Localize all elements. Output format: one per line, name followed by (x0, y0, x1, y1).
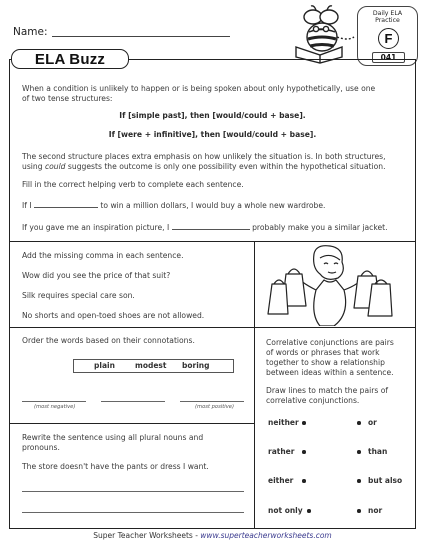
footer-link[interactable]: www.superteacherworksheets.com (200, 531, 332, 540)
emphasis-text: The second structure places extra emphasis on how unlikely the situation is. In both structures, using could suggests the outcome is only one possibility even within the hypothetical situation. (22, 152, 386, 171)
intro-text: When a condition is unlikely to happen or is being spoken about only hypothetically, use one of two tense structures: (22, 84, 376, 103)
footer: Super Teacher Worksheets - www.superteacherworksheets.com (93, 531, 332, 540)
answer-line-3[interactable] (180, 401, 244, 402)
left-word-either: either (268, 476, 294, 485)
structure-2: If [were + infinitive], then [would/could + base]. (108, 130, 317, 139)
right-word-than: than (368, 447, 388, 456)
connotation-instruction: Order the words based on their connotations. (22, 336, 195, 345)
word-modest: modest (135, 361, 167, 370)
match-dot-left[interactable] (302, 479, 306, 483)
word-boring: boring (182, 361, 210, 370)
blank-2[interactable] (172, 222, 250, 230)
blank-1[interactable] (34, 200, 98, 208)
name-label: Name: (13, 26, 48, 38)
match-dot-left[interactable] (307, 509, 311, 513)
matching-instruction: Draw lines to match the pairs of correlative conjunctions. (266, 386, 389, 405)
shopping-woman-illustration (264, 244, 396, 326)
answer-line-1[interactable] (22, 401, 86, 402)
comma-sentence-1[interactable]: Wow did you see the price of that suit? (22, 271, 171, 280)
divider (9, 241, 416, 242)
match-dot-right[interactable] (357, 450, 361, 454)
divider (9, 327, 255, 328)
comma-sentence-2[interactable]: Silk requires special care son. (22, 291, 135, 300)
match-dot-right[interactable] (357, 509, 361, 513)
rewrite-sentence: The store doesn't have the pants or dress I want. (22, 462, 209, 471)
match-dot-left[interactable] (302, 450, 306, 454)
divider (254, 327, 416, 328)
match-dot-right[interactable] (357, 479, 361, 483)
comma-instruction: Add the missing comma in each sentence. (22, 251, 184, 260)
sentence-2: If you gave me an inspiration picture, I probably make you a similar jacket. (22, 223, 388, 232)
page-title: ELA Buzz (34, 50, 106, 68)
comma-sentence-3[interactable]: No shorts and open-toed shoes are not allowed. (22, 311, 205, 320)
answer-line-2[interactable] (101, 401, 165, 402)
name-field[interactable] (52, 36, 230, 37)
badge-number: 041 (372, 52, 405, 63)
correlative-definition: Correlative conjunctions are pairs of words or phrases that work together to show a relationship between ideas within a sentence. (266, 338, 394, 377)
match-dot-left[interactable] (302, 421, 306, 425)
rewrite-line-1[interactable] (22, 491, 244, 492)
right-word-nor: nor (368, 506, 383, 515)
badge-letter: F (378, 28, 399, 49)
sentence-1: If I to win a million dollars, I would buy a whole new wardrobe. (22, 201, 326, 210)
left-word-rather: rather (268, 447, 295, 456)
label-most-negative: (most negative) (34, 404, 76, 410)
label-most-positive: (most positive) (195, 404, 235, 410)
left-word-neither: neither (268, 418, 299, 427)
right-word-or: or (368, 418, 377, 427)
page-title-box (11, 49, 129, 69)
daily-practice-badge (357, 6, 418, 66)
left-word-not-only: not only (268, 506, 303, 515)
match-dot-right[interactable] (357, 421, 361, 425)
structure-1: If [simple past], then [would/could + base]. (119, 111, 306, 120)
divider (254, 241, 255, 529)
bee-reading-icon (282, 5, 362, 65)
divider (9, 423, 255, 424)
rewrite-instruction: Rewrite the sentence using all plural nouns and pronouns. (22, 433, 204, 452)
badge-title: Daily ELA Practice (372, 10, 403, 24)
word-plain: plain (94, 361, 115, 370)
fill-instruction: Fill in the correct helping verb to complete each sentence. (22, 180, 244, 189)
rewrite-line-2[interactable] (22, 512, 244, 513)
right-word-but-also: but also (368, 476, 403, 485)
